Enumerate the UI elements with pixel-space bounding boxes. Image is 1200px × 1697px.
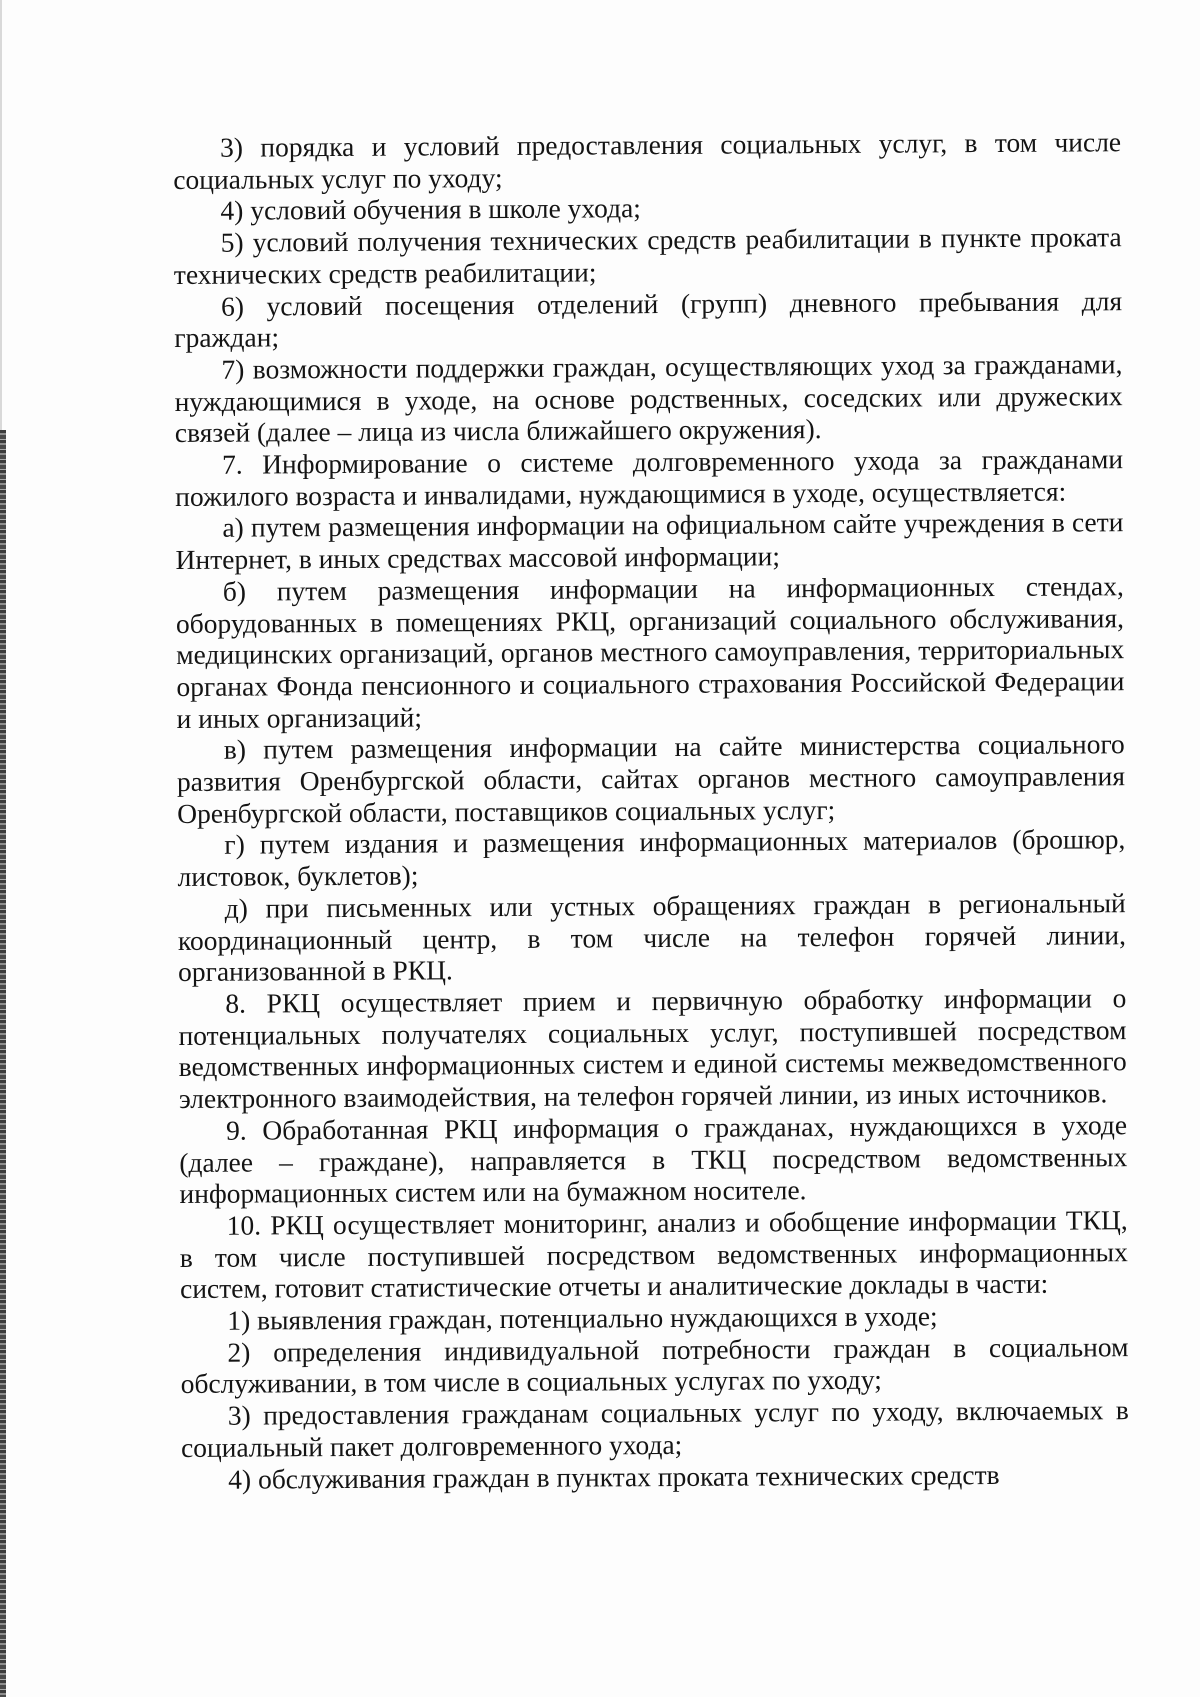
scan-binding-edge: [0, 430, 6, 1697]
paragraph-item-g: г) путем издания и размещения информационных материалов (брошюр, листовок, буклетов);: [177, 823, 1126, 893]
paragraph-item-5: 5) условий получения технических средств реабилитации в пункте проката технических средств реабилитации;: [173, 221, 1122, 290]
paragraph-item-v: в) путем размещения информации на сайте министерства социального развития Оренбургской области, сайтах органов местного самоуправления Оренбургской области, поставщиков социальных услуг;: [176, 728, 1126, 829]
paragraph-section-9: 9. Обработанная РКЦ информация о гражданах, нуждающихся в уходе (далее – граждане), направляется в ТКЦ посредством ведомственных информационных систем или на бумажном носителе.: [179, 1108, 1128, 1210]
scan-edge-top: [0, 0, 2, 430]
paragraph-section-8: 8. РКЦ осуществляет прием и первичную обработку информации о потенциальных получателях социальных услуг, поступившей посредством ведомственных информационных систем и единой системы межведомственного электронного взаимодействия, на телефон горячей линии, из иных источников.: [178, 982, 1127, 1115]
paragraph-item-4: 4) условий обучения в школе ухода;: [220, 192, 641, 227]
paragraph-sub-item-4: 4) обслуживания граждан в пунктах проката технических средств: [228, 1458, 1000, 1495]
paragraph-sub-item-2: 2) определения индивидуальной потребности граждан в социальном обслуживании, в том числе в социальных услугах по уходу;: [180, 1330, 1129, 1400]
paragraph-item-b: б) путем размещения информации на информационных стендах, оборудованных в помещениях РКЦ, организаций социального обслуживания, медицинских организаций, органов местного самоуправления, территориальных органах Фонда пенсионного и социального страхования Российской Федерации и иных организаций;: [175, 570, 1125, 734]
paragraph-item-a: а) путем размещения информации на официальном сайте учреждения в сети Интернет, в иных средствах массовой информации;: [175, 506, 1124, 576]
paragraph-item-3: 3) порядка и условий предоставления социальных услуг, в том числе социальных услуг по уходу;: [173, 126, 1122, 195]
paragraph-item-6: 6) условий посещения отделений (групп) дневного пребывания для граждан;: [174, 284, 1123, 354]
paragraph-section-7: 7. Информирование о системе долговременного ухода за гражданами пожилого возраста и инвалидами, нуждающимися в уходе, осуществляется:: [175, 443, 1124, 512]
paragraph-sub-item-3: 3) предоставления гражданам социальных услуг по уходу, включаемых в социальный пакет долговременного ухода;: [180, 1394, 1129, 1463]
paragraph-item-7: 7) возможности поддержки граждан, осуществляющих уход за гражданами, нуждающимися в уходе, на основе родственных, соседских или дружеских связей (далее – лица из числа ближайшего окружения).: [174, 348, 1123, 449]
paragraph-sub-item-1: 1) выявления граждан, потенциально нуждающихся в уходе;: [227, 1300, 938, 1336]
paragraph-section-10: 10. РКЦ осуществляет мониторинг, анализ и обобщение информации ТКЦ, в том числе поступившей посредством ведомственных информационных систем, готовит статистические отчеты и аналитические доклады в части:: [179, 1204, 1128, 1305]
document-body: [173, 126, 1129, 1495]
paragraph-item-d: д) при письменных или устных обращениях граждан в региональный координационный центр, в том числе на телефон горячей линии, организованной в РКЦ.: [177, 887, 1127, 988]
